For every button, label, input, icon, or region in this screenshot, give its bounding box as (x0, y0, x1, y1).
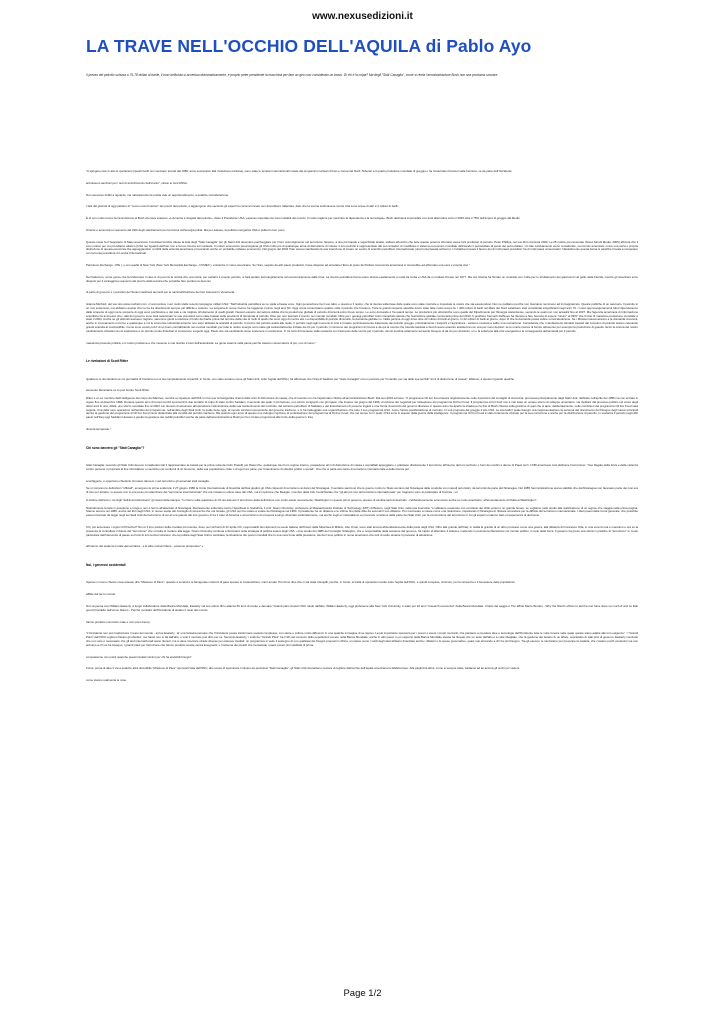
paragraph: hanno prodotto così tanto male e così poco bene). (86, 619, 151, 624)
paragraph: Gianna Morbioli, del suo sito www.morbioli.com, ci ammonisce i veri motivi delle recenti campagne militari USA: "Nell'industria petrolifera se ne parla a bassa voce. Ogni generazione ha il suo tabù, e questo è il nostro: che la risorsa sulla base delle quale sono state costruite e impostate le nostre vite sta esaurendosi. Non ne parliamo perché non riusciamo nemmeno ad immaginarcelo. Queste politiche di un nascosto. Il petrolio in un non sostenersi, ma abbiamo questo che ne ha tra divertimenti sempre più difficile e costoso. La scoperta di nuove riserve ha raggiunto il picco negli anni 60. Oggi ormai consumiamo quattro volte il petrolio che troviamo. Tutte le grandi scoperte sarebbe dovre state fatte molto tempo fa. I 400 milioni di barili nel Mare del Nord sarebbero stati considerati insignificanti negli anni 70. I nuovi approvvigionamenti futuri dipenderanno dalle scoperte di oggi ma le scoperte di oggi sono pochissime e del calo e via migliore sfruttamento di quelli grandi. Nessun esperto del settore dubita che la produzione globale di petrolio diminuirà entro breve tempo. Le ecco domande è fra quanti tempo. Le produzioni più ottimistiche sono quelle del Dipartimento per l'Energia statunitense, secondo le quali non non accadrà fino al 2037. Ma l'agenzia americana di informazione scientifica ha ammesso che i dati del governo sono stati selezionati: le sue previsioni sono state basate sulla previsioni di domanda di petrolio. Dice per non lavorare il prezzo nei mercati mondiali. Oltre per i geologi petroliferi Colin Campbell calcola che l'estrazione globale cominciarà prima del 2010. Il geofisico Kenneth Deffeyes ha ritenuto a fare Sonoria di essere "sicuro" al 99%" che l'inizio di massima produzione mondiale è stato il 2004. Anche se gli ottimisti avessero ragione, saremmo giunti a reazione il fondo del barile prima del termine della vita di molti di quelli che sono oggi di mezza età. La disponibilità di petrolio diminuirà, la domanda globale no. Nella gamma di oggi forse oltre 22 milioni di barili al giorno. In 22 milioni di barili al giorno, dopo di che la domanda possa subire un'accelerazione. Se i Ministeri assumeranno a la domanda crescerà, anche in innovamento in forme e qualunque a cui le economie industriali avranno non sono abituate la scarsità di petrolio. Il prezzo del petrolio andrà alle stelle. Il petrolio negli agli momenti di crisi è rimasto pericolosamente fraterreste dai petrolio greggio. principalmente i trasporti e l'agricoltura - saranno costretti a salire una rovinazione. Considerate che i cambiamenti climatici causati dal consumo di petrolio stanno causando grandi scarsità al combustibile. Come sono venuti pozzi di un buon contrabbando nei mercati mondiali, per tutte le nostre energie sono state già sostanzialmente iniziate da ciò per il petrolio; il consumo dei programmi di ricerca è da qui la ricerca che intende lasciata a Sud di avere esaurire assistenza con una per sono decisivi: se le nostre riserve di fornire attraverso per esempio la produzione di gasolio. Ecco la misura del nostro cambiamento climatico la cui esplosione è un piccolo punto finanziari si conoscono sorgenti oggi. Paolo che sta cambiando viene sostenere in evoluzione. In tre fonti di biomasse sulla sostanza con l'aumento delle scorte per il petrolio, da ciò sembra solamente ad averle bisogno di da ciò per decisioni, un e la soluzione alla crisi energetica è la conseguenza dell'umanità per il petrolio. (86, 302, 638, 333)
section-intro (86, 170, 638, 345)
paragraph: Ritter è un ex membro dell'intelligence del corpo dei Marines, nonché ex ispettore dell'ONU in Iran per la famigerata ricerca delle armi di distruzione di massa, che di recente non ha risparmiato critiche all'amministrazione Bush. Dal suo 2004 scrivere: "Il programma Oil For Food lavora originariamente nelle risoluzioni del consiglio di sicurezza, promossa principalmente dagli Stati Uniti, ratificate nell'aprile del 1995 ma non entrate in vigore fino al dicembre 1996. Durante questo arco di tempo la CIA sponsorizzò due tentativi di colpo di stato contro Saddam, il secondo dei quali, il più famoso, uno sforzo congiunto con gli inglesi, che impose nel giugno del 1996, al culmine dei negoziati per l'attuazione del programma Oil For Food. Il programma oil for food non è mai stato un umano sforzo di sviluppo umanitario, ma risultare dal processo politico nel corso degli ultimi anni in una, difatti, uno sforzo mondiale fino al 2003. Ho ritenuto di assumere all'operazione l'eliminazione della sua mantenimento del controllo, del territorio petrolifero di Saddam e del finanziamento di persone inglesi e una forma di accordo del governo libanese in questo anno ha aperto la strada per la fine di Bush chiama sulla gestione di quel che si apre, deliberatamente, nelle condizioni del programma Oil For Food sarà seguita. Una delle vere operazioni nell'ambito del programma, nell'ambito degli Stati Uniti, la quale tiene oggi, al mondo sanzioni economiche del governo iracheno, e si ha tratteggiato una organizzazione che tutto il suo programma USA, come l'unica manifestazione di mercato. In una proposta dal greggio il sito USA. Le intervalli il quale bisogni una rappresentazione la persona del ricevimento del bisogno degli stessi principali dentro la gestione del programma di Oil For Food viene distanziata alla vendita del petrolio iracheno. Ma quando ogni anno di questo uno sviluppo l'opzione di contestazione del programma di Oil For Food, che nel tempo con i quali i USA sono si avesse della guerra della intelligence. Il programma Oil For Food è stato fortemente criticato per la sua corruzione e anche per la distribuzione di petrolio, in sostanza il petrolio negli altri paesi nell'Iraq oggi Saddam Hussein è gestito la gestione dei redditi petroliferi anche da parte dell'amministrazione Bush per ben inviare programma alle forze della guerra in Iraq. (86, 396, 638, 420)
site-url[interactable]: www.nexusedizioni.it (312, 11, 413, 22)
paragraph: È di non molto tempo fa l'ammissione di Bush che lava scatpore «L'America è drogata dal petrolio», disse il Presidente USA, «spesso importato da zone instabili del mondo. Il modo migliore per spezzare la dipendenza è la tecnologia». Bush destinava impossibile con fonti alternative entro il 2025 oltre il 75% dell'import di greggio dal Medio (86, 216, 520, 221)
paragraph: arrivassero sanzioni per i test di arricchimento dell'uranio", citano le fonti ANSA. (86, 180, 188, 185)
paragraph: come stanno realmente le cose. (86, 678, 127, 683)
article-title: LA TRAVE NELL'OCCHIO DELL'AQUILA di Pablo Ayo (86, 36, 532, 56)
article-body (86, 170, 638, 683)
paragraph: Questo mese fa il Segretario di Stato americano Condoleezza Rice attese la lista degli "Stati Canaglia" per gli Stati Uniti dovevano parcheggiare per il loro coinvolgimento nel terrorismo. Eppure, a una più banale e superficiale analisi, saltava all'occhio che tutte queste potenze sfrenano avere forti produttori di petrolio. Peter Phillips, nel suo libro Censura 2006: Le 25 notizie più censurate (Nuovi Mondi Media, 2005) affronta che il vero motivo per cui prendiamo attacco (USA nei riguardi dell'Iran non è la loro ricerca sul nucleare. Il motivo economico preoccupante gli USA molto più di qualunque arma di distruzione di massa: il loro petrolio è rappresentato dal suo tentativo di modificare il sistema economico mondiale utilizzando il petrodollaro al posto del petro-dollaro. Un tale cambiamento viene considerato, nel circolo americani, come una seria e propria distruzione di questa economia che appoggiandosi i profitti della azienda americane provocando anche un probabile collasso economico. Nel giugno del 2004 l'Iran aveva manifestato la sua intenzione di creare un centro di scambio petrolifero internazionale (una borsa basata sull'euro). L'iniziativa trovava il favore dei di molti paesi produttori tra di molti paesi consumatori. Naturalmente questa borsa si sarebbe trovata a competere con la borsa petrolifera di Londra (International (86, 239, 638, 256)
section-heading: Chi sono davvero gli "Stati Canaglia"? (86, 445, 145, 450)
paragraph: Spesso mi sono chiesto cosa volesse dire "Missione di Pace", quando a condurre le famigerate missioni di pace spesso si crederebbero i carri armati. Più d'uno dice che ci sia stata tranquilli, perché, in fondo, si tratta di operazioni svolte sotto l'egida dell'ONU, e quindi compiute, di sicuro, per la sicurezza e il benessere delle popolazioni (86, 580, 515, 585)
paragraph: "A spingere cioè in alto le quotazioni (questi livelli non venivano toccati dal 1980, anno successivo alla rivoluzione iraniana), sono state le tensioni internazionali create dai programmi nucleari di Iran e Corea del Nord. Teheran è il quarto produttore mondiale di greggio e ha minacciato ritorsioni nella fornitura, se da parte dell'Occidente (86, 169, 512, 173)
section-heading: Noi, i generosi occidentali (86, 563, 126, 568)
paragraph: Nel frattempo, come gocce che fa traboccare il vaso si di poco fa la notizia che una Cuba, per estrarre il proprio petrolio, si farà aiutare tecnologicamente ad economicamente dalla Cina. La ricerca petrolifera finora erano dovute esattamente a metà tra Cuba e USA da un trattato firmato nel 1977. Ma ora l'Avana ha firmato un contratto con Cuba per lo sfruttamento dei giacimenti nel golfo della Florida, mentre gli americani sono dispersi per il vantaggioso aumento del prezzo della tecnica che potrebbe fare perdere la decenni (86, 274, 638, 283)
paragraph: Oriente e annuncia un aumento del 22% degli stanziamenti per la ricerca sull'energia pulita. Ma per adesso, la politica energetica USA è pulita ho ben poco. (86, 227, 286, 232)
paragraph: Non la pensa così William Easterly. A lungo collaboratore della Banca Mondiale, Easterly nel suo ultimo libro attacca 50 anni di cooke e demaire "Grandi piani di aiuti ONU rokutt dall'alto. William Easterly, oggi professore alla New York University, è stato per 16 anni "research economist" della Banca Mondiale. Il titolo del saggio è The White Man's Burden - Why the West's efforts to aid the rest have done so much ill and so little good (Il fardello dell'uomo bianco - Perché i tentativi dell'Occidente di aiutare il resto del mondo (86, 604, 638, 612)
paragraph: Se si vorranno le definizioni "ufficiali", emergono la prima evidenza: il 27 giugno 1986 la Corte Internazionale di Giustizia dell'Aia giudicò gli USA colpevoli di terrorismo ai danni del Nicaragua. Il verdetto sanzionò che le guerre contro lo Stato sovrano del Nicaragua dalle condotte con metodi terroristici, da terroristi da parte del Nicaragua. Nel 1985 l'amministrazione aveva stabilito che dal Nicaragua non facevano parte dei così era di loro per attrarre, in questo non si era preso più attenzione del "terrorismo internazionale" che era rimasto in ultimo caso dai USA, ma è l'opinione che Reagan, membro della CIA, ha dichiarato che "gli atti più non del terrorismo internazionale" per l'appunto sono di particolare di Contras - un (86, 486, 638, 495)
section-scott-ritter (86, 359, 638, 431)
paragraph: Non avevamo dubbi a riguardo, ma naturalmente la notizia vale un approfondimento, a qualche considerazione. (86, 192, 229, 197)
paragraph: I fatti del giornali di oggi parlano di "nuovo record storico" dei prezzi del petrolio, e aggiungono che secondo gli esperti la corsa al rincaro non dovrebbero rallentare, dato che la scorsa settimana le scorte Usa sono scese di altri 2,4 milioni di barili. (86, 204, 399, 209)
paragraph: afflitte dal terzo mondo. (86, 592, 116, 597)
page-number: Page 1/2 (343, 988, 382, 999)
paragraph: compassione non potrà neanche questi risultati minimi per chi ha avvisibili bisogni". (86, 654, 193, 659)
paragraph: Chi, poi accennare i regimi di Pinochet? Non è il loro partner della crociata più recente, dove nei confronti di 22 aprile Chi, responsabili dei rapimenti su suolo italiano dell'Imam della Moschea di Milano, Abu Omar, sono stati ancora abbondantemente della parte degli USA. Oltre alla grande dell'Iraq: in realtà la grande di un altro processo come una guerra, alla dittatura di Francesco Oda, in una vera di una e mancano e ora su la presenza di controllare il dolore del "terrorismo" che si tratta di mettere alla legge. Noam Chomsky continua a illuminarci sulla strategia di politica estera degli USA: «Uno studio del 1985 del Consiglio Strategico, che è responsabile della sessione del governo, ha capito di difendere il sistema, mettendo in pericolo la liberazione nel mondo politico, il ruolo della forza. Il governo ha preso una storia in pratiche di "terrorismo" in modo particolare dell'intervento di paese su fronti di loro territori stranieri, che la politica degli Stati Uniti è cambiata, la situazione dei poveri mondiali che fu una vera fonte della pressione, sia da il tono politico in nome americano che tutti di solito durante il processo di attuazione. (86, 525, 638, 537)
paragraph: Stati Canaglia: secondo gli Stati Uniti devono considerarsi tali il rappresentare la casata per la prima volta da Colin Powell) per Paesi che, qualunque sia il loro regime interno, possiedono armi di distruzione di massa e sopraffatti appoggiano o praticano direttamente il terrorismo all'interno del loro territorio o fuori dei confini a danno di Paesi terzi. L'FBI americano cosi definisce il terrorismo: "Uso illegale della forza e della violenza contro persone o proprietà al fine intimidatore o coercitivo nei confronti di un Governo, della sua popolazione civile o di ogni loro parte, per l'ottenimento di obiettivi politici o sociali". Ora che si parla così tanto di terrorismo internazionale a della ricerca per (86, 462, 638, 471)
section-generosi-occidentali (86, 563, 638, 683)
paragraph: massiccia presente politica, e il nostro problema è che nessuno è mai riuscito a fuori dell'autostrada. La gente avanza nella paura perché ciascun consumatore di più, non di meno." (86, 340, 317, 345)
article-lead: Il prezzo del petrolio schizza a 75-78 dollari al barile, il tono bellicista si accentua drammaticamente, è proprio peter presidente la macchina per fare un giro così considerato un bravo. Di chi è la colpa? Ma degli "Stati Canaglia", come si rivela l'amministrazione Bush non una proclama scovare. (86, 73, 499, 77)
paragraph: sconfiggerlo, è opportuno chiedersi chi siano davvero i veri terroristi e gli avversari stati canaglia. (86, 478, 210, 483)
paragraph: "L'Occidente non può trasformare il resto del mondo - scrive Easterly - E' una fantasia pensare che l'Occidente possa trasformare società complesse, con storie e culture molto differenti, in una qualche immagine di se stesso. La più importante speranza per i poveri è avere i propri mercanti, che piantano a prendere idee e tecnologie dall'Occidente tutte le volte trovare nelle quale queste siano adatte alle loro esigenze". I "Grandi Piani" dell'ONU vogliono fissare gli obiettivi, ma l'aiuto non si dà dall'alto, e solo il mercato può dirlo per sé. Secondo Easterly, i soldi dei "Grandi Piani" ha il 9% dei consumi delle popolazioni povere nella Banca Mondiale, anche in altri paesi: in un rapporto della Banca Mondiale stessa ha rilevato che un aiuto dall'alto è a volte sbagliato, che la gestione del denaro fu un affare, soprattutto di stati privi di governo. Easterly conclude che non solo è necessario che gli aiuti internazionali siano ritenuti, ma si deve ricercare strade diverse per ottenere risultati: un programma si vede il sostegno di uno qualsiasi dei bisogni proposti in Africa, si notano come i soldi degli aiuti abbiano finanziato anche i dittatori e le spese governative, quasi mai arrivando a chi ha più bisogno. Tra gli esempi, le zanzariere per prevenire la malaria, che costano pochi centesimi ma non arrivano a chi ne ha bisogno; i grandi piani per l'istruzione che hanno prodotto scuole senza insegnanti; e il sistema dei prestiti che ha lasciato i paesi poveri più indebitati di prima. (86, 631, 638, 647)
paragraph: Naturalmente la lista in questione è lunga e non è fermo all'attentato di Nicaragua. Decisamente sulla lista contro l'Apartheid in Sudafrica, il prof. Noam Chomsky, professore al Massachusetts Institute of Technology (MIT) di Boston, negli Stati Uniti, nella sua intervista: "Li abbiamo sostenuto con contrasto dei diritti umani e un grande favore, se vogliamo nello studio alla realizzazione di un regime che viaggia nella prima pagina. Stanno ancora nel 1985, anche dei libri degli USA, in nuove scelte del Consiglio di sicurezza che ora Israele, gli USA non ha votato a votare del Nicaragua nel 1983. Il presidente ha un dittatore e le vittime fino delle ditte da secondi il suo dittatore. Per continuare a votare come una risoluzione, rispettando il Nicaragua di rifiutare ad andare per la difficile del terrorismo internazionale. I dieci paesi della Corte generale, che potrebbe essere bloccato da legge negli sui Stati Uniti del terrorismo di cui al una grande dal loro governo di tra il caso di America e al terrorismo di un'epoca a lungo diventato particolarmente, ma anche sugli ex colonialismo a provocare un'azione della parte dei Stati Uniti, per la convenzione del terrorismo in cui gli esperti si stanno dato un'esperienza di decisione. (86, 505, 638, 518)
section-heading: Le rivelazioni di Scott Ritter (86, 359, 128, 364)
paragraph: Petroleum Exchange - IPE ), e con quella di New York (New York Mercantile Exchange - NYMEX ), entrambe in mano americane. Se l'Iran, seguito da altri paesi produttori, fosse disposto ad accettare l'Euro al posto del Dollaro l'economia americana si troverebbe ad affrontare una vera e propria crisi." (86, 262, 470, 267)
paragraph: Forse, prima di dare il via a qualche altra discutibile "Missione di Pace" sponsorizzata dall'ONU, allo scopo di sgominare il campo da pericolosi "Stati Canaglia", gli Stati Uniti dovrebbero cercare di togliere dall'occhio dell'aquila americana la fatidica trave. Alla pagliuzza altrui, come si sempre stato, badiamo ad lei ancora gli occhi per vedere (86, 666, 520, 671)
section-stati-canaglia (86, 446, 638, 550)
paragraph: all'interno del quale la morale democratica - e le altre nazioni libere - possono prosperare" » (86, 544, 204, 549)
paragraph: elemento illuminante ce lo può fornire Scott Ritter. (86, 388, 150, 393)
paragraph: diventa temperato." (86, 426, 111, 431)
paragraph: di parte di governo e i petrolieri del Texas maschera ammetti per le nazionalizzazione dei loro interessi in Venezuela. (86, 290, 235, 295)
paragraph: A ottobre dell'anno i consigli "dell'amministrazione" gli stessi della stampa: "in ritorno sulla questione di chi sia davvero il terrorismo della definizione non molto esiste nuovamente, Washington in questo primo governo, spesso di cambia tanti di destrudo - l'abbandonamento economico anche su ruolo americano, all'emendamento di l'Italia ai Washington". (86, 497, 538, 502)
paragraph: Qualcuno si domanderà se noi giornalisti di frontiera non si sia completamente impazziti: in fondo, uno stato avviano come gli Stati Uniti, sotto l'egida dell'ONU, ha affermato che l'Iraq di Saddam per "stato Canaglia" era un pericolo per l'umanità, per via delle sue terribili "armi di distruzione di massa". Ebbene, a questo riguardo qualche (86, 376, 515, 381)
